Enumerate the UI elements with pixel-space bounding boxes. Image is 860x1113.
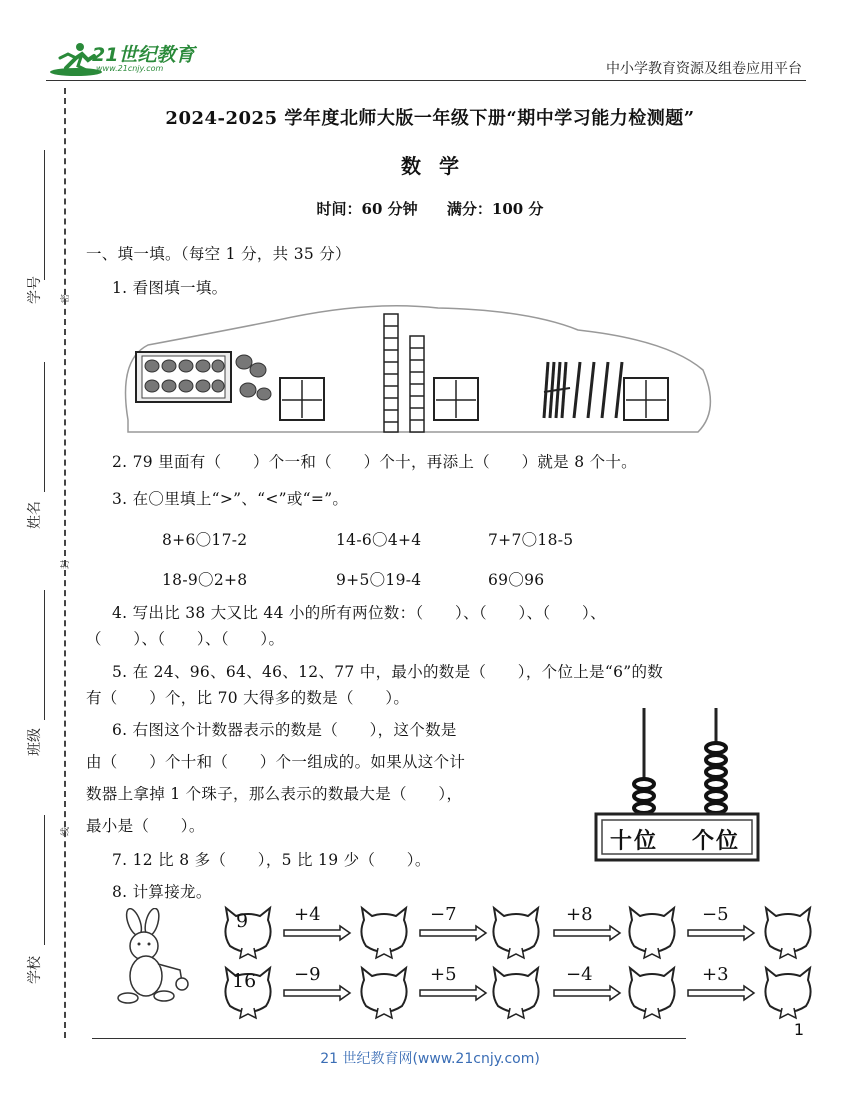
answer-box-icon (280, 378, 324, 420)
exam-score: 满分：100 分 (446, 200, 544, 218)
compare-expr-5: 9+5〇19-4 (336, 571, 422, 589)
header-divider (46, 80, 806, 81)
section-heading: 一、填一填。（每空 1 分，共 35 分） (86, 245, 351, 263)
page-number: 1 (793, 1020, 804, 1039)
logo-url: www.21cnjy.com (96, 64, 164, 73)
cat-box-icon (629, 968, 674, 1018)
arrow-icon (554, 986, 620, 1000)
answer-box-icon (434, 378, 478, 420)
question-7: 7. 12 比 8 多（ ），5 比 19 少（ ）。 (112, 851, 431, 869)
abacus-label-ones: 个位 (692, 828, 741, 854)
rabbit-icon (108, 908, 194, 1008)
arrow-icon (688, 986, 754, 1000)
arrow-icon (688, 926, 754, 940)
question-5-line-1: 5. 在 24、96、64、46、12、77 中，最小的数是（ ），个位上是“6”的数 (112, 663, 664, 681)
question-6-line-1: 6. 右图这个计数器表示的数是（ ），这个数是 (112, 721, 457, 739)
sticks-icon (544, 362, 622, 418)
question-5-line-2: 有（ ）个，比 70 大得多的数是（ ）。 (86, 689, 410, 707)
compare-expr-4: 18-9〇2+8 (162, 571, 248, 589)
platform-name: 中小学教育资源及组卷应用平台 (606, 61, 802, 77)
compare-expr-1: 8+6〇17-2 (162, 531, 248, 549)
seal-mark-xian: 线 (61, 826, 72, 837)
question-6-line-3: 数器上拿掉 1 个珠子，那么表示的数最大是（ ）， (86, 785, 463, 803)
school-write-line (44, 815, 45, 945)
chain1-op-2: −7 (430, 904, 457, 925)
chain2-op-1: −9 (294, 964, 321, 985)
cat-box-icon (765, 968, 810, 1018)
question-4-line-1: 4. 写出比 38 大又比 44 小的所有两位数：（ ）、（ ）、（ ）、 (112, 604, 606, 622)
arrow-icon (420, 986, 486, 1000)
egg-tray-icon (136, 352, 231, 402)
logo-text: 21世纪教育 (92, 44, 195, 66)
arrow-icon (420, 926, 486, 940)
chain2-op-3: −4 (566, 964, 593, 985)
question-6-line-2: 由（ ）个十和（ ）个一组成的。如果从这个计 (86, 753, 466, 771)
cat-box-icon (361, 908, 406, 958)
cat-box-icon (493, 968, 538, 1018)
compare-expr-3: 7+7〇18-5 (488, 531, 574, 549)
loose-eggs-icon (236, 355, 271, 400)
footer-divider (92, 1038, 686, 1039)
cat-box-icon (765, 908, 810, 958)
chain1-op-4: −5 (702, 904, 729, 925)
question-4-line-2: （ ）、（ ）、（ ）。 (86, 630, 285, 648)
compare-expr-2: 14-6〇4+4 (336, 531, 422, 549)
tens-rods-icon (384, 314, 424, 432)
chain1-start: 9 (236, 910, 249, 932)
exam-subject: 数学 (401, 154, 477, 178)
exam-title: 2024-2025 学年度北师大版一年级下册“期中学习能力检测题” (165, 108, 695, 129)
answer-box-icon (624, 378, 668, 420)
name-write-line (44, 362, 45, 492)
chain2-start: 16 (232, 970, 257, 992)
side-label-id: 学号 (27, 276, 43, 304)
chain1-op-1: +4 (294, 904, 321, 925)
footer-site[interactable]: 21 世纪教育网(www.21cnjy.com) (320, 1051, 540, 1067)
cat-box-icon (361, 968, 406, 1018)
seal-mark-feng: 封 (61, 559, 72, 570)
exam-info (0, 198, 860, 219)
chain2-op-2: +5 (430, 964, 457, 985)
class-write-line (44, 590, 45, 720)
abacus-label-tens: 十位 (610, 828, 659, 854)
question-3: 3. 在〇里填上“>”、“<”或“=”。 (112, 490, 349, 508)
cat-box-icon (629, 908, 674, 958)
arrow-icon (284, 926, 350, 940)
side-label-school: 学校 (27, 956, 43, 984)
chain2-op-4: +3 (702, 964, 729, 985)
question-2: 2. 79 里面有（ ）个一和（ ）个十，再添上（ ）就是 8 个十。 (112, 453, 637, 471)
question-1: 1. 看图填一填。 (112, 279, 228, 297)
question-8: 8. 计算接龙。 (112, 883, 212, 901)
side-label-name: 姓名 (27, 501, 43, 529)
arrow-icon (284, 986, 350, 1000)
seal-mark-mi: 密 (61, 293, 72, 304)
question-6-line-4: 最小是（ ）。 (86, 817, 205, 835)
cat-box-icon (493, 908, 538, 958)
exam-time: 时间：60 分钟 (316, 200, 418, 218)
side-label-class: 班级 (27, 728, 43, 756)
q1-counting-picture (108, 300, 728, 440)
chain1-op-3: +8 (566, 904, 593, 925)
arrow-icon (554, 926, 620, 940)
compare-expr-6: 69〇96 (488, 571, 545, 589)
